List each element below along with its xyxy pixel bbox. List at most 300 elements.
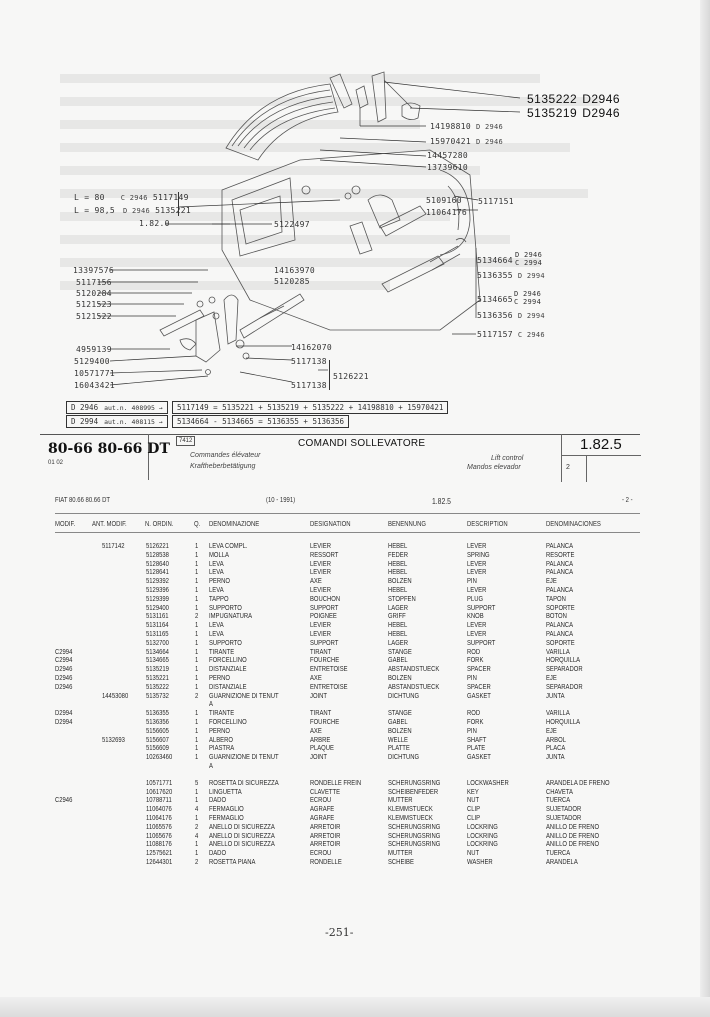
cell-part-number: 5129392 [146, 576, 169, 586]
col-designation: DESIGNATION [310, 521, 351, 528]
cell-denominazione: A [209, 760, 213, 770]
cell-denominazione: DISTANZIALE [209, 664, 247, 674]
cell-denominaciones: PALANCA [546, 628, 574, 638]
cell-part-number: 5129399 [146, 593, 169, 603]
cell-denominazione: LINGUETTA [209, 786, 242, 796]
section-reference: 1.82.0 [139, 219, 170, 228]
cell-quantity: 1 [195, 795, 199, 805]
callout-5136356: 5136356 D 2994 [477, 311, 545, 320]
cell-denominazione: PERNO [209, 725, 230, 735]
callout-5126221: 5126221 [333, 372, 369, 381]
cell-modif: C2946 [55, 795, 73, 805]
cell-part-number: 5135732 [146, 690, 169, 700]
cell-denominazione: ANELLO DI SICUREZZA [209, 830, 275, 840]
cell-denominazione: ROSETTA PIANA [209, 856, 256, 866]
cell-designation: LEVIER [310, 541, 331, 550]
table-row [0, 630, 710, 639]
cell-part-number: 5126221 [146, 541, 169, 550]
cell-description: PLUG [467, 593, 484, 603]
cell-description: GASKET [467, 752, 491, 762]
cell-quantity: 1 [195, 734, 199, 744]
cell-denominaciones: JUNTA [546, 690, 565, 700]
callout-5117138-a: 5117138 [291, 357, 327, 366]
table-row [0, 779, 710, 788]
cell-benennung: ABSTANDSTUECK [388, 681, 440, 691]
cell-part-number: 5131161 [146, 611, 169, 621]
cell-designation: AXE [310, 672, 322, 682]
divider [561, 455, 641, 456]
cell-designation: AXE [310, 576, 322, 586]
cell-part-number: 12575621 [146, 848, 173, 858]
cell-benennung: STANGE [388, 646, 412, 656]
col-denominazione: DENOMINAZIONE [209, 521, 260, 528]
table-row [0, 753, 710, 762]
cell-quantity: 1 [195, 541, 199, 550]
cell-description: SPACER [467, 664, 491, 674]
cell-benennung: SCHEIBE [388, 856, 414, 866]
cell-denominazione: PERNO [209, 576, 230, 586]
cell-benennung: KLEMMSTUECK [388, 804, 433, 814]
table-row [0, 858, 710, 867]
cell-denominaciones: EJE [546, 576, 557, 586]
cell-quantity: 1 [195, 812, 199, 822]
cell-part-number: 10617620 [146, 786, 173, 796]
table-row [0, 762, 710, 771]
cell-description: LEVER [467, 584, 487, 594]
bracket-clip [356, 86, 368, 108]
cell-quantity: 1 [195, 752, 199, 762]
cell-denominaciones: PALANCA [546, 567, 574, 577]
callout-14162070: 14162070 [291, 343, 332, 352]
cell-modif: D2946 [55, 664, 73, 674]
header-rule-bottom [55, 532, 640, 533]
cell-description: LOCKRING [467, 821, 498, 831]
cell-quantity: 2 [195, 856, 199, 866]
cell-quantity: 1 [195, 576, 199, 586]
cell-denominazione: ALBERO [209, 734, 233, 744]
cell-part-number: 12644301 [146, 856, 173, 866]
callout-15970421: 15970421 D 2946 [430, 137, 504, 146]
cell-denominaciones: ARANDELA DE FRENO [546, 777, 610, 787]
cell-part-number: 10571771 [146, 777, 173, 787]
callout-5135219: 5135219 D2946 [527, 106, 621, 120]
cell-denominazione: MOLLA [209, 549, 229, 559]
cell-modif: C2994 [55, 646, 73, 656]
table-row [0, 648, 710, 657]
model-name: 80-66 80-66 DT [48, 441, 170, 457]
variant-5134665: D 2946 C 2994 [514, 290, 542, 306]
cell-part-number: 5134665 [146, 655, 169, 665]
table-row [0, 586, 710, 595]
cell-designation: ENTRETOISE [310, 681, 348, 691]
cell-quantity: 1 [195, 637, 199, 647]
cell-denominaciones: TUERCA [546, 848, 571, 858]
table-row [0, 621, 710, 630]
cell-modif: D2994 [55, 716, 73, 726]
cell-denominaciones: PALANCA [546, 620, 574, 630]
cell-part-number: 5156607 [146, 734, 169, 744]
cell-benennung: GABEL [388, 655, 408, 665]
cell-denominazione: FERMAGLIO [209, 812, 244, 822]
group-code: 7412 [176, 436, 195, 446]
callout-5117149: L = 80 C 2946 5117149 [74, 193, 189, 202]
cell-benennung: STOPFEN [388, 593, 416, 603]
table-row [0, 814, 710, 823]
cell-designation: SUPPORT [310, 602, 339, 612]
cell-description: PIN [467, 672, 477, 682]
cell-part-number: 5129400 [146, 602, 169, 612]
spacer [402, 103, 420, 120]
cell-description: LEVER [467, 567, 487, 577]
cell-part-number: 5136355 [146, 708, 169, 718]
callout-5117151: 5117151 [478, 197, 514, 206]
cell-denominaciones: VARILLA [546, 646, 570, 656]
cell-designation: FOURCHE [310, 655, 340, 665]
cell-description: LOCKRING [467, 830, 498, 840]
variant-formula-d2994: 5134664 - 5134665 = 5136355 + 5136356 [172, 415, 349, 428]
divider [561, 434, 562, 482]
callout-5120285: 5120285 [274, 277, 310, 286]
cell-designation: ARRETOIR [310, 821, 341, 831]
cell-quantity: 4 [195, 804, 199, 814]
cell-denominazione: PERNO [209, 672, 230, 682]
cell-designation: ECROU [310, 848, 332, 858]
cell-designation: ENTRETOISE [310, 664, 348, 674]
cell-benennung: ABSTANDSTUECK [388, 664, 440, 674]
cell-denominaciones: PALANCA [546, 541, 574, 550]
table-row [0, 612, 710, 621]
cell-description: WASHER [467, 856, 493, 866]
table-row [0, 700, 710, 709]
cell-denominaciones: ARBOL [546, 734, 566, 744]
cell-part-number: 11065676 [146, 830, 172, 840]
cell-denominazione: ROSETTA DI SICUREZZA [209, 777, 279, 787]
cell-modif: C2994 [55, 655, 73, 665]
cell-quantity: 1 [195, 567, 199, 577]
table-row [0, 832, 710, 841]
cell-description: LOCKWASHER [467, 777, 509, 787]
cell-quantity: 1 [195, 664, 199, 674]
cell-part-number: 11064076 [146, 804, 172, 814]
callout-5136355: 5136355 D 2994 [477, 271, 545, 280]
table-row [0, 656, 710, 665]
cell-modif: D2946 [55, 681, 73, 691]
list-model: FIAT 80.66 80.66 DT [55, 497, 111, 504]
group-title-de: Kraftheberbetätigung [190, 463, 256, 470]
header-rule-top [55, 513, 640, 514]
cell-designation: JOINT [310, 752, 328, 762]
cell-quantity: 1 [195, 549, 199, 559]
cell-part-number: 11088176 [146, 839, 172, 849]
cell-ant-modif: 5132693 [102, 734, 125, 744]
cell-benennung: GRIFF [388, 611, 406, 621]
cell-quantity: 1 [195, 848, 199, 858]
group-title-it: COMANDI SOLLEVATORE [298, 438, 426, 449]
cell-benennung: DICHTUNG [388, 690, 420, 700]
cell-denominaciones: SUJETADOR [546, 804, 582, 814]
table-row [0, 577, 710, 586]
cell-benennung: KLEMMSTUECK [388, 812, 433, 822]
table-row [0, 568, 710, 577]
callout-5117138-b: 5117138 [291, 381, 327, 390]
callout-5109160: 5109160 [426, 196, 462, 205]
cell-benennung: HEBEL [388, 541, 408, 550]
cell-denominaciones: RESORTE [546, 549, 575, 559]
cell-denominazione: LEVA [209, 584, 224, 594]
cell-designation: POIGNEE [310, 611, 337, 621]
callout-5121523: 5121523 [76, 300, 112, 309]
cell-quantity: 1 [195, 839, 199, 849]
table-row [0, 551, 710, 560]
table-row [0, 849, 710, 858]
variant-note-d2946: D 2946 aut.n. 408995 → [66, 401, 168, 414]
col-q: Q. [194, 521, 201, 528]
cell-description: SPACER [467, 681, 491, 691]
col-n-ordin: N. ORDIN. [145, 521, 174, 528]
callout-4959139: 4959139 [76, 345, 112, 354]
cell-description: KNOB [467, 611, 484, 621]
cell-benennung: DICHTUNG [388, 752, 420, 762]
cell-description: LEVER [467, 541, 487, 550]
cell-denominazione: LEVA [209, 558, 224, 568]
cell-designation: AGRAFE [310, 812, 335, 822]
cell-denominaciones: JUNTA [546, 752, 565, 762]
cell-description: FORK [467, 716, 484, 726]
cell-denominaciones: SOPORTE [546, 637, 575, 647]
col-modif: MODIF. [55, 521, 76, 528]
variant-note-d2994: D 2994 aut.n. 408115 → [66, 415, 168, 428]
col-denominaciones: DENOMINACIONES [546, 521, 601, 528]
list-section: 1.82.5 [432, 497, 451, 506]
cell-benennung: HEBEL [388, 567, 408, 577]
cell-denominazione: TIRANTE [209, 646, 235, 656]
cell-denominazione: SUPPORTO [209, 602, 242, 612]
callout-5135222: 5135222 D2946 [527, 92, 621, 106]
divider [586, 456, 587, 482]
cell-designation: LEVIER [310, 620, 331, 630]
cell-quantity: 1 [195, 655, 199, 665]
cell-designation: LEVIER [310, 628, 331, 638]
col-description: DESCRIPTION [467, 521, 508, 528]
sheet-number: 2 [566, 464, 570, 471]
cell-denominaciones: PALANCA [546, 558, 574, 568]
cell-benennung: FEDER [388, 549, 408, 559]
callout-13739610: 13739610 [427, 163, 468, 172]
cell-denominazione: DADO [209, 848, 227, 858]
cell-designation: LEVIER [310, 558, 331, 568]
cell-part-number: 5135222 [146, 681, 169, 691]
table-row [0, 604, 710, 613]
table-row [0, 560, 710, 569]
cell-benennung: GABEL [388, 716, 408, 726]
bolt [330, 74, 352, 108]
callout-5134665: 5134665 [477, 295, 513, 304]
cell-part-number: 5128641 [146, 567, 169, 577]
cell-benennung: LAGER [388, 637, 408, 647]
section-number: 1.82.5 [580, 436, 622, 453]
cell-description: SHAFT [467, 734, 487, 744]
cell-designation: ECROU [310, 795, 332, 805]
cell-denominaciones: ANILLO DE FRENO [546, 839, 600, 849]
table-row [0, 796, 710, 805]
cell-quantity: 1 [195, 743, 199, 753]
cell-denominaciones: SEPARADOR [546, 681, 583, 691]
cell-denominaciones: CHAVETA [546, 786, 573, 796]
cell-quantity: 1 [195, 558, 199, 568]
cell-designation: LEVIER [310, 584, 331, 594]
cell-quantity: 1 [195, 725, 199, 735]
callout-5134664: 5134664 [477, 256, 513, 265]
cell-denominaciones: PLACA [546, 743, 566, 753]
cell-benennung: SCHEIBENFEDER [388, 786, 439, 796]
cell-part-number: 5132700 [146, 637, 169, 647]
cell-quantity: 2 [195, 690, 199, 700]
cell-description: SUPPORT [467, 602, 496, 612]
table-row [0, 744, 710, 753]
col-ant-modif: ANT. MODIF. [92, 521, 127, 528]
cell-denominaciones: ARANDELA [546, 856, 578, 866]
cell-benennung: BOLZEN [388, 725, 412, 735]
table-row [0, 718, 710, 727]
cell-denominazione: FORCELLINO [209, 655, 247, 665]
cell-description: NUT [467, 795, 480, 805]
cell-description: GASKET [467, 690, 491, 700]
group-title-fr: Commandes élévateur [190, 452, 261, 459]
cell-quantity: 1 [195, 646, 199, 656]
cell-quantity: 2 [195, 821, 199, 831]
callout-16043421: 16043421 [74, 381, 115, 390]
cell-designation: CLAVETTE [310, 786, 341, 796]
callout-5129400: 5129400 [74, 357, 110, 366]
cell-designation: SUPPORT [310, 637, 339, 647]
cell-designation: AGRAFE [310, 804, 335, 814]
cell-quantity: 1 [195, 708, 199, 718]
cell-description: KEY [467, 786, 479, 796]
cell-denominaciones: SOPORTE [546, 602, 575, 612]
cell-description: SPRING [467, 549, 490, 559]
callout-5120284: 5120284 [76, 289, 112, 298]
table-row [0, 595, 710, 604]
cell-designation: ARBRE [310, 734, 331, 744]
cell-quantity: 1 [195, 681, 199, 691]
cell-designation: ARRETOIR [310, 839, 341, 849]
cell-denominazione: ANELLO DI SICUREZZA [209, 821, 275, 831]
cell-quantity: 1 [195, 584, 199, 594]
cell-part-number: 10788711 [146, 795, 172, 805]
cell-description: LOCKRING [467, 839, 498, 849]
cell-part-number: 5129396 [146, 584, 169, 594]
cell-designation: TIRANT [310, 708, 332, 718]
cell-designation: LEVIER [310, 567, 331, 577]
callout-14198810: 14198810 D 2946 [430, 122, 504, 131]
title-block-rule [40, 434, 640, 435]
cell-quantity: 1 [195, 602, 199, 612]
cell-denominaciones: TAPON [546, 593, 566, 603]
list-date: (10 - 1991) [266, 497, 296, 504]
group-title-en: Lift control [491, 455, 524, 462]
cell-benennung: HEBEL [388, 628, 408, 638]
lever-top [372, 72, 412, 122]
cell-designation: PLAQUE [310, 743, 334, 753]
cell-designation: RESSORT [310, 549, 339, 559]
cell-modif: D2946 [55, 672, 73, 682]
cell-part-number: 5156605 [146, 725, 169, 735]
callout-5122497: 5122497 [274, 220, 310, 229]
cell-denominazione: A [209, 699, 213, 709]
cell-benennung: LAGER [388, 602, 408, 612]
cell-designation: BOUCHON [310, 593, 341, 603]
cell-benennung: MUTTER [388, 848, 413, 858]
cell-benennung: MUTTER [388, 795, 413, 805]
cell-denominazione: GUARNIZIONE DI TENUT [209, 690, 279, 700]
cell-part-number: 11065576 [146, 821, 172, 831]
cell-description: SUPPORT [467, 637, 496, 647]
variant-formula-d2946: 5117149 = 5135221 + 5135219 + 5135222 + 14198810 + 15970421 [172, 401, 448, 414]
table-row [0, 542, 710, 551]
table-row [0, 736, 710, 745]
table-row [0, 805, 710, 814]
cell-designation: ARRETOIR [310, 830, 341, 840]
cell-quantity: 1 [195, 593, 199, 603]
cell-benennung: WELLE [388, 734, 408, 744]
cell-description: LEVER [467, 620, 487, 630]
cell-denominaciones: EJE [546, 672, 557, 682]
cell-description: LEVER [467, 628, 487, 638]
cell-part-number: 5128538 [146, 549, 169, 559]
cell-part-number: 5135221 [146, 672, 169, 682]
cell-denominaciones: VARILLA [546, 708, 570, 718]
cell-ant-modif: 5117142 [102, 541, 125, 550]
callout-5117157: 5117157 C 2946 [477, 330, 545, 339]
cell-denominazione: TIRANTE [209, 708, 235, 718]
cell-benennung: HEBEL [388, 620, 408, 630]
cell-designation: FOURCHE [310, 716, 340, 726]
cell-denominaciones: EJE [546, 725, 557, 735]
cell-benennung: HEBEL [388, 558, 408, 568]
cell-denominaciones: HORQUILLA [546, 655, 581, 665]
col-benennung: BENENNUNG [388, 521, 427, 528]
cell-quantity: 5 [195, 777, 199, 787]
cell-denominaciones: PALANCA [546, 584, 574, 594]
cell-benennung: PLATTE [388, 743, 410, 753]
cell-denominazione: DISTANZIALE [209, 681, 247, 691]
housing-body [222, 150, 480, 330]
callout-13397576: 13397576 [73, 266, 114, 275]
callout-11064176: 11064176 [426, 208, 467, 217]
cell-designation: RONDELLE [310, 856, 342, 866]
cell-quantity: 1 [195, 620, 199, 630]
cell-denominazione: FORCELLINO [209, 716, 247, 726]
cell-part-number: 5131165 [146, 628, 169, 638]
cell-benennung: HEBEL [388, 584, 408, 594]
table-row [0, 674, 710, 683]
callout-5117156: 5117156 [76, 278, 112, 287]
cell-description: NUT [467, 848, 480, 858]
cell-quantity: 1 [195, 716, 199, 726]
cell-denominaciones: SEPARADOR [546, 664, 583, 674]
cell-benennung: BOLZEN [388, 672, 412, 682]
cell-denominazione: FERMAGLIO [209, 804, 244, 814]
cell-denominazione: IMPUGNATURA [209, 611, 253, 621]
cell-designation: AXE [310, 725, 322, 735]
cell-denominazione: ANELLO DI SICUREZZA [209, 839, 275, 849]
cell-part-number: 11064176 [146, 812, 172, 822]
cell-quantity: 2 [195, 611, 199, 621]
table-row [0, 823, 710, 832]
callout-14163970: 14163970 [274, 266, 315, 275]
cell-description: FORK [467, 655, 484, 665]
table-row [0, 788, 710, 797]
